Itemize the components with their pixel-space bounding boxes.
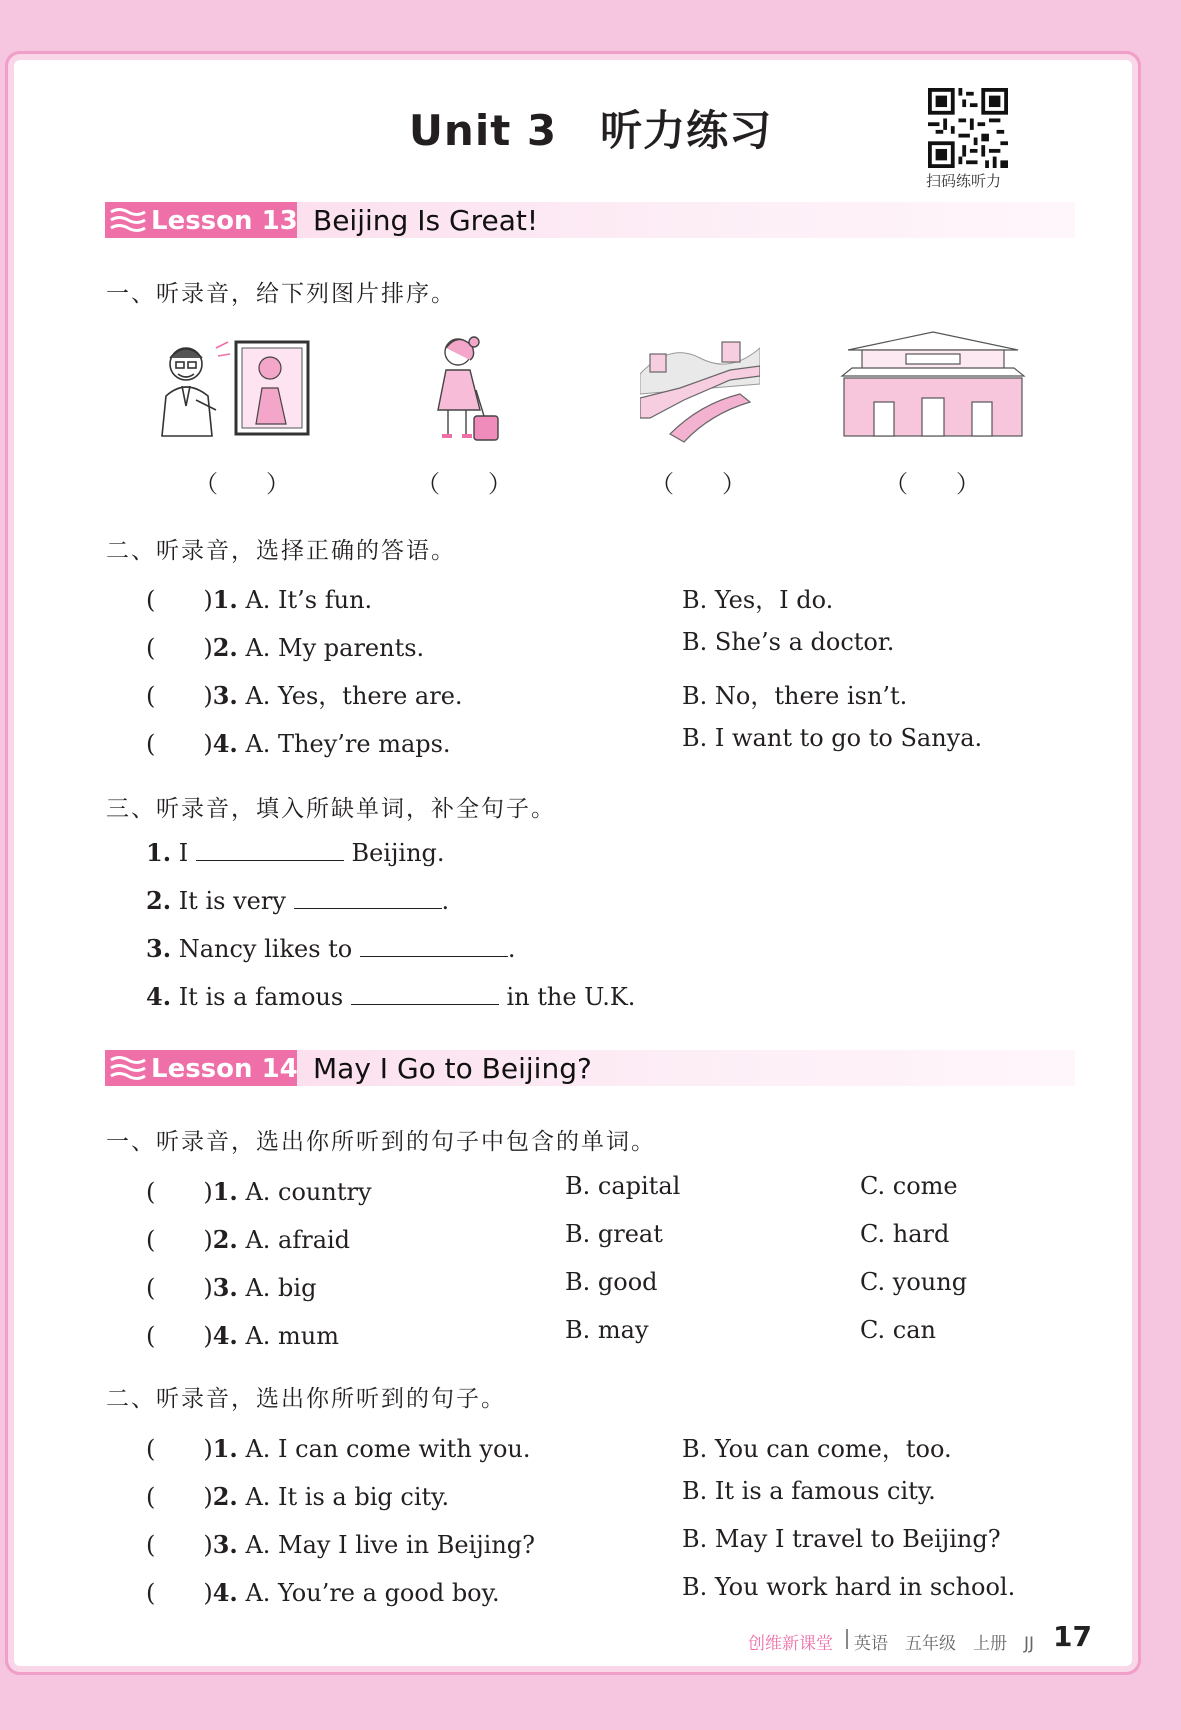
answer-paren[interactable]: ( ) [146, 1274, 213, 1302]
blank-line[interactable] [294, 886, 442, 909]
lesson-title: Beijing Is Great! [313, 204, 539, 237]
wave-lines-icon [109, 207, 147, 233]
lesson-number: Lesson 13 [151, 206, 298, 236]
answer-paren[interactable]: ( ) [146, 730, 213, 758]
footer-divider [846, 1629, 848, 1649]
answer-paren[interactable]: ( ) [146, 1531, 213, 1559]
answer-paren[interactable]: （ ） [884, 470, 980, 498]
page-title: Unit 3 听力练习 [408, 106, 773, 155]
answer-paren[interactable]: ( ) [146, 1178, 213, 1206]
list-item: ( )3. A. May I live in Beijing? [146, 1530, 536, 1559]
lesson-14-header [105, 1050, 1075, 1086]
answer-paren[interactable]: （ ） [416, 470, 512, 498]
option-c: C. hard [860, 1220, 950, 1248]
section-heading: 三、听录音，填入所缺单词，补全句子。 [106, 796, 556, 822]
option-b: B. I want to go to Sanya. [682, 724, 983, 752]
option-b: B. You work hard in school. [682, 1573, 1016, 1601]
option-b: B. It is a famous city. [682, 1477, 936, 1505]
option-b: B. capital [565, 1172, 681, 1200]
answer-paren[interactable]: ( ) [146, 634, 213, 662]
option-b: B. good [565, 1268, 658, 1296]
blank-line[interactable] [351, 982, 499, 1005]
list-item: ( )4. A. They’re maps. [146, 729, 451, 758]
section-heading: 一、听录音，选出你所听到的句子中包含的单词。 [106, 1129, 656, 1155]
blank-line[interactable] [196, 838, 344, 861]
blank-line[interactable] [360, 934, 508, 957]
footer-brand: 创维新课堂 [748, 1634, 833, 1654]
option-b: B. May I travel to Beijing? [682, 1525, 1001, 1553]
option-b: B. Yes，I do. [682, 586, 834, 614]
option-b: B. You can come，too. [682, 1435, 952, 1463]
option-c: C. young [860, 1268, 968, 1296]
section-heading: 二、听录音，选择正确的答语。 [106, 538, 456, 564]
list-item: ( )1. A. It’s fun. [146, 585, 373, 614]
qr-caption: 扫码练听力 [926, 172, 1002, 190]
option-b: B. may [565, 1316, 649, 1344]
answer-paren[interactable]: ( ) [146, 1483, 213, 1511]
list-item: ( )3. A. Yes，there are. [146, 681, 463, 710]
lesson-tag [105, 202, 297, 238]
lesson-title: May I Go to Beijing? [313, 1052, 592, 1085]
answer-paren[interactable]: ( ) [146, 682, 213, 710]
option-c: C. can [860, 1316, 936, 1344]
answer-paren[interactable]: ( ) [146, 1322, 213, 1350]
list-item: ( )2. A. afraid [146, 1225, 351, 1254]
great-wall-image [640, 334, 760, 444]
list-item: ( )3. A. big [146, 1273, 317, 1302]
tiananmen-image [838, 328, 1028, 438]
fill-blank-item: 3. Nancy likes to . [146, 934, 516, 963]
man-with-painting-image [156, 336, 318, 446]
footer-info: 英语 五年级 上册 JJ [854, 1634, 1035, 1654]
section-heading: 二、听录音，选出你所听到的句子。 [106, 1386, 506, 1412]
list-item: ( )4. A. mum [146, 1321, 339, 1350]
list-item: ( )1. A. I can come with you. [146, 1434, 531, 1463]
answer-paren[interactable]: ( ) [146, 1435, 213, 1463]
answer-paren[interactable]: ( ) [146, 1579, 213, 1607]
qr-code-icon[interactable] [928, 88, 1008, 168]
lesson-13-header [105, 202, 1075, 238]
fill-blank-item: 1. I Beijing. [146, 838, 445, 867]
answer-paren[interactable]: （ ） [194, 470, 290, 498]
list-item: ( )2. A. My parents. [146, 633, 425, 662]
fill-blank-item: 2. It is very . [146, 886, 450, 915]
list-item: ( )1. A. country [146, 1177, 372, 1206]
section-heading: 一、听录音，给下列图片排序。 [106, 281, 456, 307]
lesson-tag [105, 1050, 297, 1086]
option-b: B. No，there isn’t. [682, 682, 908, 710]
page-number: 17 [1053, 1620, 1092, 1653]
answer-paren[interactable]: ( ) [146, 1226, 213, 1254]
list-item: ( )4. A. You’re a good boy. [146, 1578, 500, 1607]
option-b: B. She’s a doctor. [682, 628, 895, 656]
option-b: B. great [565, 1220, 663, 1248]
answer-paren[interactable]: （ ） [650, 470, 746, 498]
fill-blank-item: 4. It is a famous in the U.K. [146, 982, 636, 1011]
girl-with-suitcase-image [418, 330, 504, 445]
wave-lines-icon [109, 1055, 147, 1081]
list-item: ( )2. A. It is a big city. [146, 1482, 450, 1511]
lesson-number: Lesson 14 [151, 1054, 298, 1084]
answer-paren[interactable]: ( ) [146, 586, 213, 614]
option-c: C. come [860, 1172, 958, 1200]
